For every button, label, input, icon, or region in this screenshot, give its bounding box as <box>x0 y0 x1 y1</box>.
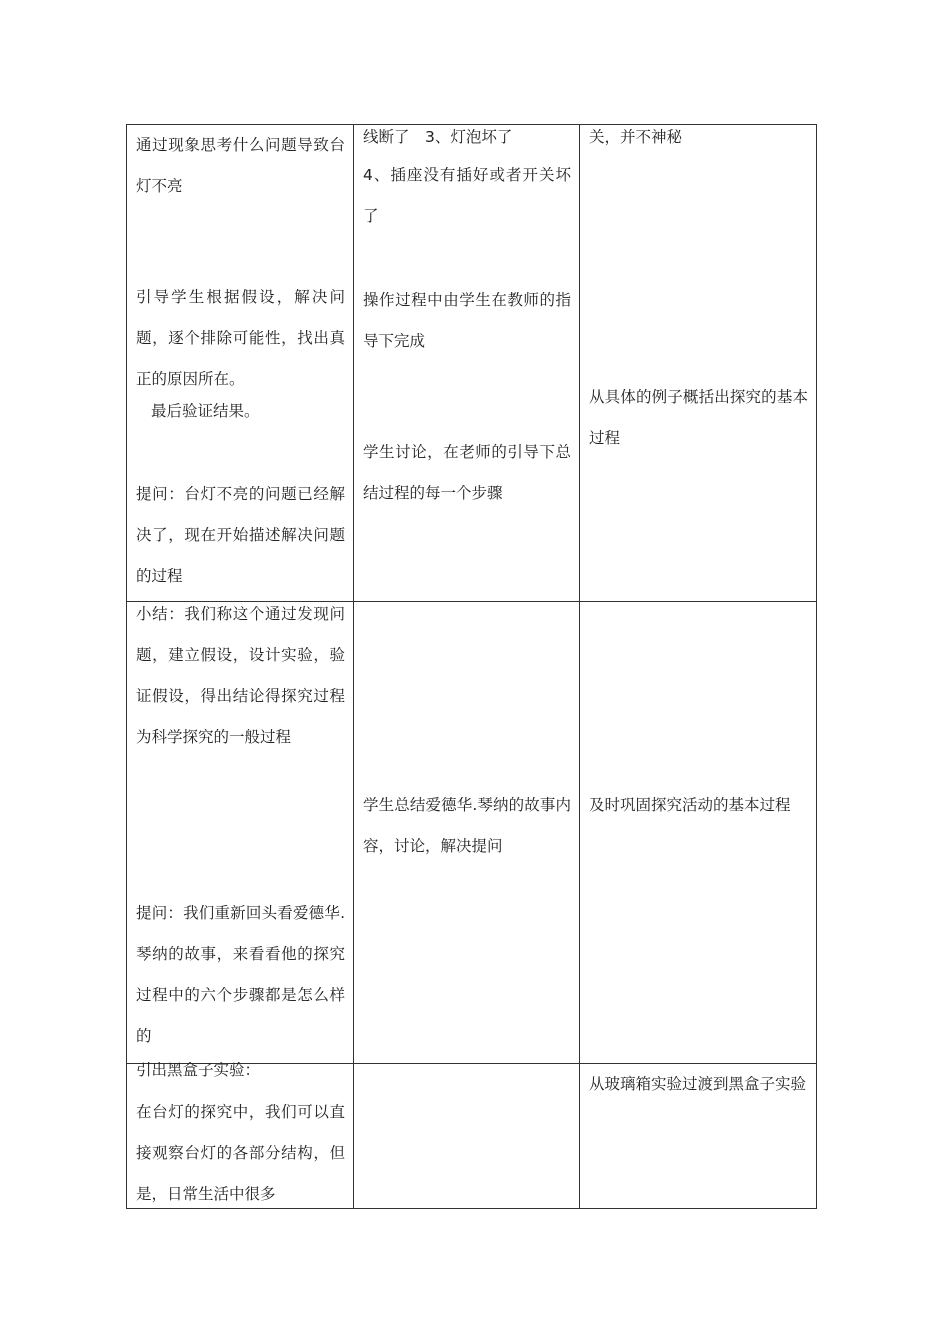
cell-text: 在台灯的探究中，我们可以直接观察台灯的各部分结构，但是，日常生活中很多 <box>136 1103 345 1203</box>
cell-text: 学生总结爱德华.琴纳的故事内容，讨论，解决提问 <box>363 796 571 855</box>
cell-text: 最后验证结果。 <box>151 402 260 420</box>
cell-text: 通过现象思考什么问题导致台灯不亮 <box>136 136 345 195</box>
cell-text: 引导学生根据假设，解决问题，逐个排除可能性，找出真正的原因所在。 <box>136 288 345 388</box>
cell-text: 提问：台灯不亮的问题已经解决了，现在开始描述解决问题的过程 <box>136 485 345 585</box>
teacher-activity-cell <box>127 125 354 602</box>
table-row <box>127 1064 817 1209</box>
student-activity-cell <box>354 1064 580 1209</box>
student-activity-cell <box>354 125 580 602</box>
teacher-activity-cell <box>127 602 354 1064</box>
design-intent-cell <box>580 1064 817 1209</box>
cell-text: 操作过程中由学生在教师的指导下完成 <box>363 291 571 350</box>
cell-text: 学生讨论，在老师的引导下总结过程的每一个步骤 <box>363 443 571 502</box>
cell-text: 线断了 3、灯泡坏了 <box>363 128 513 146</box>
cell-text: 提问：我们重新回头看爱德华.琴纳的故事，来看看他的探究过程中的六个步骤都是怎么样的 <box>136 904 345 1045</box>
design-intent-cell <box>580 125 817 602</box>
design-intent-cell <box>580 602 817 1064</box>
teacher-activity-cell <box>127 1061 354 1209</box>
cell-text: 从玻璃箱实验过渡到黑盒子实验 <box>589 1075 807 1093</box>
cell-text: 从具体的例子概括出探究的基本过程 <box>589 388 808 447</box>
cell-text: 小结：我们称这个通过发现问题，建立假设，设计实验，验证假设，得出结论得探究过程为科学探究的一般过程 <box>136 605 345 746</box>
cell-text: 关，并不神秘 <box>589 128 683 146</box>
lesson-plan-table <box>126 124 817 1209</box>
cell-text: 引出黑盒子实验： <box>136 1061 261 1079</box>
table-row <box>127 602 817 1064</box>
cell-text: 4、插座没有插好或者开关坏了 <box>363 166 571 225</box>
table-row <box>127 125 817 602</box>
cell-text: 及时巩固探究活动的基本过程 <box>589 796 791 814</box>
student-activity-cell <box>354 602 580 1064</box>
